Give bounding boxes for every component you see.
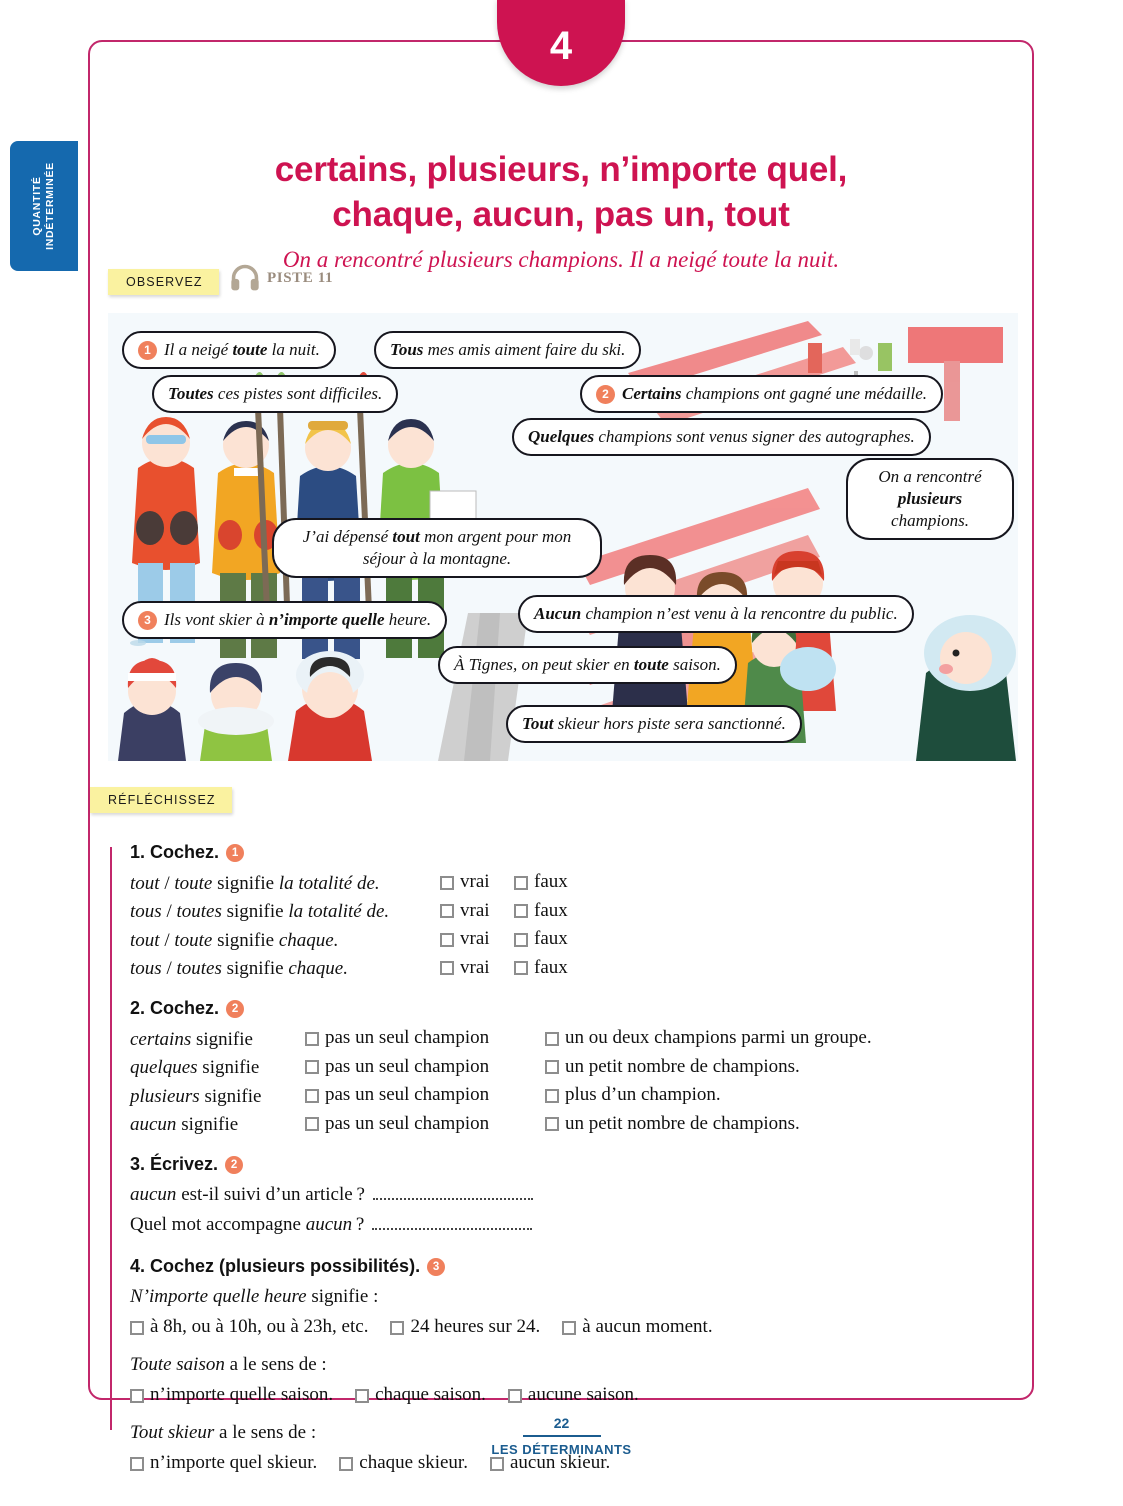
statement bbox=[130, 955, 440, 982]
exercise-2-row bbox=[130, 1110, 1010, 1139]
option-label: 24 heures sur 24. bbox=[410, 1316, 541, 1337]
checkbox[interactable] bbox=[305, 1060, 319, 1074]
exercise-3 bbox=[130, 1154, 1010, 1240]
prompt-text: signifie : bbox=[306, 1286, 379, 1307]
statement-term-1: tout bbox=[130, 872, 160, 894]
sidebar-category-line2: INDÉTERMINÉE bbox=[44, 162, 56, 250]
checkbox-option[interactable] bbox=[562, 1312, 712, 1342]
audio-track-label: PISTE 11 bbox=[267, 269, 334, 286]
checkbox[interactable] bbox=[440, 904, 454, 918]
checkbox-option-vrai[interactable] bbox=[440, 897, 514, 924]
step-marker: 1 bbox=[138, 341, 157, 360]
sidebar-category-tab bbox=[10, 141, 78, 271]
prompt-text: a le sens de : bbox=[214, 1422, 317, 1443]
page-title-line2: chaque, aucun, pas un, tout bbox=[332, 195, 790, 234]
speech-bubble bbox=[122, 331, 336, 369]
option-label: n’importe quelle saison. bbox=[150, 1384, 334, 1405]
bubble-text-post: champions ont gagné une médaille. bbox=[681, 384, 928, 403]
speech-bubble bbox=[512, 418, 931, 456]
exercise-4-title: 4. Cochez (plusieurs possibilités). bbox=[130, 1256, 421, 1276]
statement bbox=[130, 1111, 305, 1138]
checkbox-option-vrai[interactable] bbox=[440, 868, 514, 895]
statement-verb: signifie bbox=[176, 1114, 239, 1135]
observez-tag: OBSERVEZ bbox=[108, 269, 219, 295]
option-label: plus d’un champion. bbox=[565, 1084, 721, 1105]
exercise-2-title: 2. Cochez. bbox=[130, 998, 220, 1018]
option-label: un petit nombre de champions. bbox=[565, 1112, 800, 1134]
statement-term-2: toute bbox=[174, 929, 213, 951]
option-label: vrai bbox=[460, 928, 490, 949]
bubble-text-bold: toute bbox=[232, 340, 268, 359]
statement-verb: signifie bbox=[221, 901, 289, 922]
exercise-2-row bbox=[130, 1024, 1010, 1053]
group-options bbox=[130, 1380, 1010, 1410]
statement-sep: / bbox=[159, 872, 175, 894]
footer-divider bbox=[523, 1435, 601, 1437]
statement-term: aucun bbox=[130, 1114, 177, 1135]
checkbox[interactable] bbox=[440, 933, 454, 947]
bubble-text-pre: À Tignes, on peut skier en bbox=[454, 655, 634, 674]
bubble-text-post: saison. bbox=[668, 655, 721, 674]
step-marker: 2 bbox=[225, 1156, 243, 1174]
checkbox-option[interactable] bbox=[390, 1312, 540, 1342]
exercises-container bbox=[130, 842, 1010, 1494]
lesson-illustration bbox=[108, 313, 1018, 761]
option-label: un ou deux champions parmi un groupe. bbox=[565, 1027, 872, 1048]
checkbox[interactable] bbox=[514, 933, 528, 947]
exercise-3-title: 3. Écrivez. bbox=[130, 1154, 219, 1174]
speech-bubble bbox=[152, 375, 398, 413]
bubble-text-pre: Ils vont skier à bbox=[164, 610, 269, 629]
speech-bubble bbox=[506, 705, 802, 743]
checkbox-option-b[interactable] bbox=[545, 1024, 872, 1051]
group-prompt bbox=[130, 1350, 1010, 1380]
answer-line[interactable] bbox=[373, 1184, 533, 1200]
speech-bubble bbox=[122, 601, 447, 639]
exercise-3-heading bbox=[130, 1154, 1010, 1175]
speech-bubble bbox=[580, 375, 943, 413]
bubble-text-pre: J’ai dépensé bbox=[302, 527, 393, 546]
option-label: faux bbox=[534, 899, 568, 921]
option-label: pas un seul champion bbox=[325, 1055, 490, 1077]
question-term: aucun bbox=[305, 1214, 353, 1235]
exercise-1-row bbox=[130, 925, 1010, 954]
audio-track[interactable] bbox=[230, 264, 333, 292]
statement bbox=[130, 1026, 305, 1053]
bubble-text-bold: Certains bbox=[622, 384, 682, 403]
bubble-text-post: heure. bbox=[384, 610, 432, 629]
bubble-text-post: mes amis aiment faire du ski. bbox=[423, 340, 626, 359]
option-label: pas un seul champion bbox=[325, 1084, 490, 1105]
checkbox-option[interactable] bbox=[130, 1312, 368, 1342]
checkbox-option-vrai[interactable] bbox=[440, 954, 514, 981]
option-label: chaque saison. bbox=[375, 1384, 486, 1405]
statement-complement: la totalité de. bbox=[288, 901, 390, 922]
bubble-text-bold: Quelques bbox=[528, 427, 595, 446]
checkbox[interactable] bbox=[545, 1117, 559, 1131]
exercise-2 bbox=[130, 998, 1010, 1138]
group-prompt bbox=[130, 1282, 1010, 1312]
statement bbox=[130, 1083, 305, 1110]
exercise-3-question-2 bbox=[130, 1210, 1010, 1240]
page-title-line1: certains, plusieurs, n’importe quel, bbox=[274, 150, 848, 189]
option-label: n’importe quel skieur. bbox=[150, 1452, 318, 1473]
exercise-1-row bbox=[130, 868, 1010, 897]
statement-term-1: tous bbox=[130, 958, 162, 979]
statement-term-2: toutes bbox=[176, 901, 222, 922]
statement-sep: / bbox=[159, 929, 175, 951]
question-text: Quel mot accompagne bbox=[130, 1214, 306, 1235]
checkbox[interactable] bbox=[440, 961, 454, 975]
checkbox-option-a[interactable] bbox=[305, 1053, 545, 1080]
prompt-term: Tout skieur bbox=[130, 1422, 215, 1443]
bubble-text-pre: Il a neigé bbox=[164, 340, 233, 359]
option-label: faux bbox=[534, 928, 568, 949]
statement bbox=[130, 927, 440, 954]
statement-verb: signifie bbox=[212, 872, 279, 894]
checkbox[interactable] bbox=[514, 876, 528, 890]
vertical-accent-rule bbox=[110, 847, 112, 1430]
statement-complement: la totalité de. bbox=[278, 872, 380, 894]
speech-bubble bbox=[272, 518, 602, 578]
question-text: est-il suivi d’un article ? bbox=[176, 1184, 365, 1205]
checkbox-option[interactable] bbox=[130, 1380, 333, 1410]
checkbox[interactable] bbox=[390, 1321, 404, 1335]
prompt-term: N’importe quelle heure bbox=[130, 1286, 307, 1307]
checkbox[interactable] bbox=[305, 1032, 319, 1046]
checkbox-option-a[interactable] bbox=[305, 1024, 545, 1051]
page-subtitle: On a rencontré plusieurs champions. Il a neigé toute la nuit. bbox=[282, 247, 840, 272]
group-options bbox=[130, 1312, 1010, 1342]
statement-verb: signifie bbox=[191, 1028, 253, 1050]
step-marker: 2 bbox=[596, 385, 615, 404]
bubble-text-bold: Aucun bbox=[534, 604, 582, 623]
checkbox[interactable] bbox=[355, 1389, 369, 1403]
bubble-text-bold: Toutes bbox=[168, 384, 214, 403]
checkbox-option-faux[interactable] bbox=[514, 868, 568, 895]
bubble-text-bold: toute bbox=[633, 655, 669, 674]
exercise-3-question-1 bbox=[130, 1180, 1010, 1210]
statement bbox=[130, 870, 440, 897]
speech-bubble bbox=[846, 458, 1014, 540]
exercise-4-group bbox=[130, 1282, 1010, 1342]
checkbox-option-vrai[interactable] bbox=[440, 925, 514, 952]
option-label: chaque skieur. bbox=[359, 1452, 468, 1473]
question-term: aucun bbox=[130, 1184, 177, 1205]
lesson-header bbox=[90, 147, 1032, 273]
bubble-text-post: champion n’est venu à la rencontre du public. bbox=[581, 604, 898, 623]
checkbox-option-b[interactable] bbox=[545, 1053, 800, 1080]
checkbox-option-faux[interactable] bbox=[514, 925, 568, 952]
reflechissez-tag: RÉFLÉCHISSEZ bbox=[90, 787, 232, 813]
exercise-4-heading bbox=[130, 1256, 1010, 1277]
page-title bbox=[150, 147, 972, 237]
bubble-text-bold: Tous bbox=[390, 340, 424, 359]
checkbox[interactable] bbox=[545, 1032, 559, 1046]
page-footer bbox=[0, 1415, 1123, 1457]
bubble-text-bold: n’importe quelle bbox=[268, 610, 385, 629]
exercise-1-heading bbox=[130, 842, 1010, 863]
option-label: aucun skieur. bbox=[509, 1452, 611, 1473]
bubble-text-post: la nuit. bbox=[267, 340, 320, 359]
checkbox[interactable] bbox=[130, 1457, 144, 1471]
speech-bubble bbox=[518, 595, 914, 633]
checkbox-option-b[interactable] bbox=[545, 1110, 800, 1137]
bubble-text-bold: tout bbox=[392, 527, 420, 546]
footer-section-name: LES DÉTERMINANTS bbox=[491, 1441, 632, 1457]
checkbox[interactable] bbox=[305, 1117, 319, 1131]
statement-term: certains bbox=[130, 1028, 192, 1050]
question-tail: ? bbox=[352, 1214, 365, 1235]
option-label: pas un seul champion bbox=[325, 1027, 490, 1048]
option-label: vrai bbox=[460, 899, 490, 921]
statement-term: quelques bbox=[130, 1057, 198, 1078]
statement-sep: / bbox=[161, 901, 177, 922]
bubble-text-post: mon argent pour mon séjour à la montagne. bbox=[362, 527, 572, 568]
exercise-1-title: 1. Cochez. bbox=[130, 842, 220, 862]
sidebar-category-line1: QUANTITÉ bbox=[31, 176, 43, 236]
option-label: un petit nombre de champions. bbox=[565, 1055, 800, 1077]
checkbox[interactable] bbox=[562, 1321, 576, 1335]
option-label: à aucun moment. bbox=[582, 1316, 713, 1337]
step-marker: 3 bbox=[138, 611, 157, 630]
step-marker: 3 bbox=[427, 1258, 445, 1276]
statement-term-2: toutes bbox=[176, 958, 222, 979]
checkbox[interactable] bbox=[490, 1457, 504, 1471]
checkbox[interactable] bbox=[545, 1060, 559, 1074]
exercise-2-row bbox=[130, 1053, 1010, 1082]
bubble-text-post: ces pistes sont difficiles. bbox=[213, 384, 383, 403]
step-marker: 2 bbox=[226, 1000, 244, 1018]
chapter-number: 4 bbox=[549, 24, 573, 68]
bubble-text-bold: Tout bbox=[522, 714, 554, 733]
exercise-1-row bbox=[130, 954, 1010, 983]
option-label: vrai bbox=[460, 956, 490, 978]
checkbox[interactable] bbox=[130, 1321, 144, 1335]
checkbox[interactable] bbox=[508, 1389, 522, 1403]
answer-line[interactable] bbox=[372, 1214, 532, 1230]
checkbox[interactable] bbox=[545, 1089, 559, 1103]
step-marker: 1 bbox=[226, 844, 244, 862]
checkbox[interactable] bbox=[130, 1389, 144, 1403]
checkbox-option[interactable] bbox=[355, 1380, 486, 1410]
statement-term: plusieurs bbox=[130, 1085, 200, 1107]
speech-bubble bbox=[374, 331, 641, 369]
speech-bubble bbox=[438, 646, 737, 684]
prompt-text: a le sens de : bbox=[224, 1354, 327, 1375]
bubble-text-post: champions sont venus signer des autographes. bbox=[594, 427, 915, 446]
statement-complement: chaque. bbox=[278, 929, 339, 951]
exercise-4-group bbox=[130, 1350, 1010, 1410]
checkbox-option[interactable] bbox=[508, 1380, 639, 1410]
bubble-text-post: champions. bbox=[891, 511, 969, 530]
checkbox[interactable] bbox=[305, 1089, 319, 1103]
statement-complement: chaque. bbox=[288, 958, 348, 979]
sidebar-category-label bbox=[31, 162, 57, 250]
statement-term-1: tous bbox=[130, 901, 162, 922]
option-label: à 8h, ou à 10h, ou à 23h, etc. bbox=[150, 1316, 369, 1337]
checkbox-option-faux[interactable] bbox=[514, 897, 568, 924]
checkbox[interactable] bbox=[514, 904, 528, 918]
exercise-1 bbox=[130, 842, 1010, 982]
bubble-text-post: skieur hors piste sera sanctionné. bbox=[553, 714, 786, 733]
exercise-2-heading bbox=[130, 998, 1010, 1019]
option-label: pas un seul champion bbox=[325, 1112, 490, 1134]
option-label: faux bbox=[534, 956, 568, 978]
bubble-text-pre: On a rencontré bbox=[878, 467, 982, 486]
statement-verb: signifie bbox=[197, 1057, 260, 1078]
statement bbox=[130, 1054, 305, 1081]
exercise-2-row bbox=[130, 1081, 1010, 1110]
statement-verb: signifie bbox=[199, 1085, 262, 1107]
page-number: 22 bbox=[553, 1415, 570, 1431]
checkbox[interactable] bbox=[514, 961, 528, 975]
statement-verb: signifie bbox=[212, 929, 279, 951]
statement-verb: signifie bbox=[221, 958, 289, 979]
checkbox[interactable] bbox=[440, 876, 454, 890]
statement-term-2: toute bbox=[174, 872, 213, 894]
checkbox-option-b[interactable] bbox=[545, 1081, 721, 1108]
prompt-term: Toute saison bbox=[130, 1354, 225, 1375]
statement-sep: / bbox=[161, 958, 177, 979]
bubble-text-bold: plusieurs bbox=[897, 489, 963, 508]
checkbox-option-faux[interactable] bbox=[514, 954, 568, 981]
checkbox-option-a[interactable] bbox=[305, 1081, 545, 1108]
option-label: faux bbox=[534, 871, 568, 892]
option-label: aucune saison. bbox=[527, 1384, 639, 1405]
headphones-icon bbox=[230, 264, 260, 292]
checkbox[interactable] bbox=[339, 1457, 353, 1471]
statement bbox=[130, 898, 440, 925]
checkbox-option-a[interactable] bbox=[305, 1110, 545, 1137]
exercise-1-row bbox=[130, 897, 1010, 926]
statement-term-1: tout bbox=[130, 929, 160, 951]
option-label: vrai bbox=[460, 871, 490, 892]
